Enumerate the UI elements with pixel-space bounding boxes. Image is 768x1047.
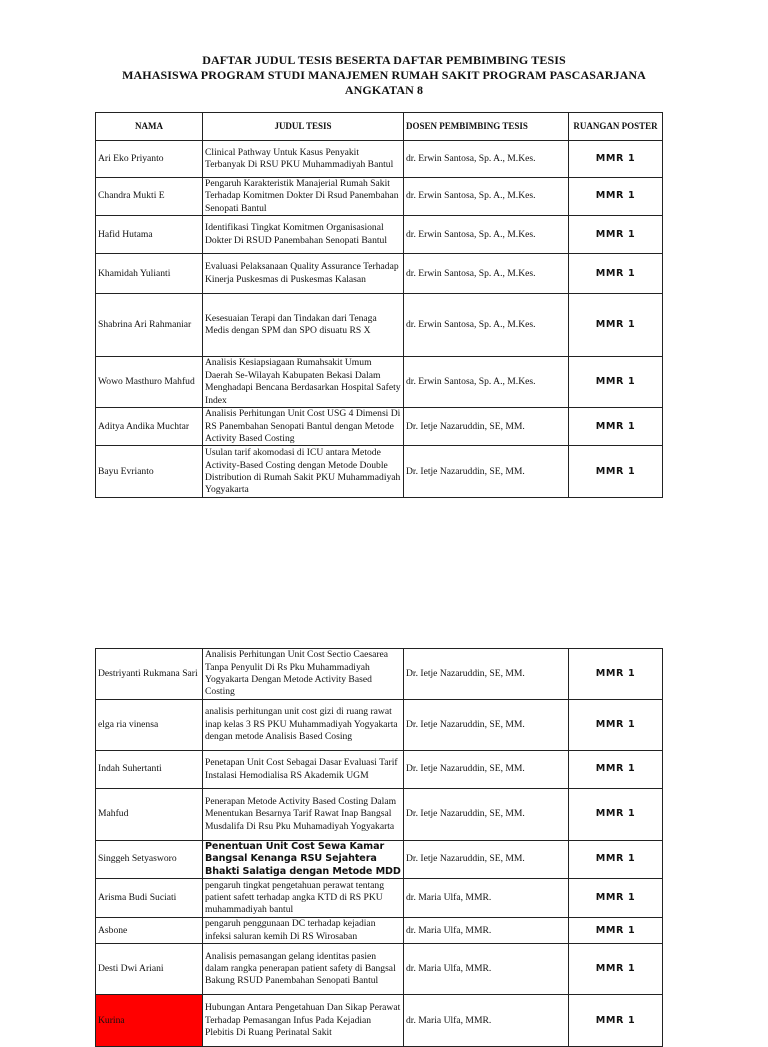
table-row <box>96 918 663 944</box>
cell-dosen: Dr. Ietje Nazaruddin, SE, MM. <box>404 789 569 841</box>
cell-ruang: MMR 1 <box>569 789 663 841</box>
cell-ruang: MMR 1 <box>569 649 663 700</box>
cell-judul: Hubungan Antara Pengetahuan Dan Sikap Perawat Terhadap Pemasangan Infus Pada Kejadian Plebitis Di Ruang Perinatal Sakit <box>203 995 404 1047</box>
cell-ruang: MMR 1 <box>569 944 663 995</box>
title-line-3: ANGKATAN 8 <box>344 83 424 97</box>
cell-dosen: dr. Erwin Santosa, Sp. A., M.Kes. <box>404 254 569 294</box>
cell-ruang: MMR 1 <box>569 879 663 918</box>
header-judul: JUDUL TESIS <box>203 113 404 141</box>
cell-nama: Aditya Andika Muchtar <box>96 408 203 446</box>
table-row <box>96 841 663 879</box>
document-title <box>0 53 768 98</box>
table-row <box>96 944 663 995</box>
cell-judul: Analisis pemasangan gelang identitas pasien dalam rangka penerapan patient safety di Bangsal Bakung RSUD Panembahan Senopati Bantul <box>203 944 404 995</box>
cell-nama: Bayu Evrianto <box>96 446 203 498</box>
table-row <box>96 446 663 498</box>
table-row <box>96 357 663 408</box>
cell-ruang: MMR 1 <box>569 751 663 789</box>
table-row <box>96 216 663 254</box>
cell-dosen: dr. Maria Ulfa, MMR. <box>404 918 569 944</box>
cell-judul: Penetapan Unit Cost Sebagai Dasar Evaluasi Tarif Instalasi Hemodialisa RS Akademik UGM <box>203 751 404 789</box>
cell-nama: Wowo Masthuro Mahfud <box>96 357 203 408</box>
table-row <box>96 294 663 357</box>
table-row <box>96 141 663 178</box>
table-row <box>96 700 663 751</box>
cell-judul: Pengaruh Karakteristik Manajerial Rumah Sakit Terhadap Komitmen Dokter Di Rsud Panembahan Senopati Bantul <box>203 178 404 216</box>
cell-nama: Khamidah Yulianti <box>96 254 203 294</box>
title-line-1: DAFTAR JUDUL TESIS BESERTA DAFTAR PEMBIMBING TESIS <box>202 53 566 67</box>
cell-ruang: MMR 1 <box>569 294 663 357</box>
cell-judul: Kesesuaian Terapi dan Tindakan dari Tenaga Medis dengan SPM dan SPO disuatu RS X <box>203 294 404 357</box>
table-row <box>96 178 663 216</box>
table-row <box>96 408 663 446</box>
cell-dosen: dr. Erwin Santosa, Sp. A., M.Kes. <box>404 294 569 357</box>
cell-nama-highlighted: Kurina <box>96 995 203 1047</box>
cell-dosen: Dr. Ietje Nazaruddin, SE, MM. <box>404 700 569 751</box>
cell-ruang: MMR 1 <box>569 254 663 294</box>
cell-nama: Singgeh Setyasworo <box>96 841 203 879</box>
cell-nama: Mahfud <box>96 789 203 841</box>
cell-nama: Hafid Hutama <box>96 216 203 254</box>
cell-dosen: dr. Erwin Santosa, Sp. A., M.Kes. <box>404 216 569 254</box>
cell-judul: Penentuan Unit Cost Sewa Kamar Bangsal Kenanga RSU Sejahtera Bhakti Salatiga dengan Metode MDD <box>203 841 404 879</box>
cell-dosen: Dr. Ietje Nazaruddin, SE, MM. <box>404 751 569 789</box>
cell-ruang: MMR 1 <box>569 408 663 446</box>
cell-ruang: MMR 1 <box>569 995 663 1047</box>
cell-dosen: dr. Maria Ulfa, MMR. <box>404 879 569 918</box>
header-dosen: DOSEN PEMBIMBING TESIS <box>404 113 569 141</box>
cell-judul: Analisis Perhitungan Unit Cost Sectio Caesarea Tanpa Penyulit Di Rs Pku Muhammadiyah Yogyakarta Dengan Metode Activity Based Costing <box>203 649 404 700</box>
cell-nama: Desti Dwi Ariani <box>96 944 203 995</box>
cell-ruang: MMR 1 <box>569 216 663 254</box>
table-row <box>96 254 663 294</box>
cell-nama: Chandra Mukti E <box>96 178 203 216</box>
cell-judul: Analisis Perhitungan Unit Cost USG 4 Dimensi Di RS Panembahan Senopati Bantul dengan Metode Activity Based Costing <box>203 408 404 446</box>
cell-ruang: MMR 1 <box>569 178 663 216</box>
cell-judul: Usulan tarif akomodasi di ICU antara Metode Activity-Based Costing dengan Metode Double Distribution di Rumah Sakit PKU Muhammadiyah Yogyakarta <box>203 446 404 498</box>
header-nama: NAMA <box>96 113 203 141</box>
cell-ruang: MMR 1 <box>569 841 663 879</box>
cell-dosen: dr. Erwin Santosa, Sp. A., M.Kes. <box>404 357 569 408</box>
cell-nama: elga ria vinensa <box>96 700 203 751</box>
table-row <box>96 789 663 841</box>
title-line-2: MAHASISWA PROGRAM STUDI MANAJEMEN RUMAH SAKIT PROGRAM PASCASARJANA <box>122 68 646 82</box>
cell-dosen: Dr. Ietje Nazaruddin, SE, MM. <box>404 408 569 446</box>
cell-judul: analisis perhitungan unit cost gizi di ruang rawat inap kelas 3 RS PKU Muhammadiyah Yogyakarta dengan metode Analisis Based Cosing <box>203 700 404 751</box>
cell-dosen: dr. Erwin Santosa, Sp. A., M.Kes. <box>404 141 569 178</box>
thesis-table-bottom <box>95 648 663 1047</box>
table-row <box>96 649 663 700</box>
cell-dosen: Dr. Ietje Nazaruddin, SE, MM. <box>404 446 569 498</box>
cell-nama: Indah Suhertanti <box>96 751 203 789</box>
thesis-table-top <box>95 112 663 498</box>
cell-nama: Shabrina Ari Rahmaniar <box>96 294 203 357</box>
cell-nama: Destriyanti Rukmana Sari <box>96 649 203 700</box>
cell-judul: Penerapan Metode Activity Based Costing Dalam Menentukan Besarnya Tarif Rawat Inap Bangsal Musdalifa Di Rsu Pku Muhamadiyah Yogyakarta <box>203 789 404 841</box>
table-row <box>96 879 663 918</box>
header-ruangan: RUANGAN POSTER <box>569 113 663 141</box>
table-row <box>96 995 663 1047</box>
cell-dosen: Dr. Ietje Nazaruddin, SE, MM. <box>404 649 569 700</box>
table-row <box>96 751 663 789</box>
cell-judul: pengaruh tingkat pengetahuan perawat tentang patient safett terhadap angka KTD di RS PKU muhammadiyah bantul <box>203 879 404 918</box>
cell-dosen: dr. Erwin Santosa, Sp. A., M.Kes. <box>404 178 569 216</box>
cell-dosen: dr. Maria Ulfa, MMR. <box>404 995 569 1047</box>
cell-dosen: dr. Maria Ulfa, MMR. <box>404 944 569 995</box>
cell-ruang: MMR 1 <box>569 357 663 408</box>
cell-nama: Arisma Budi Suciati <box>96 879 203 918</box>
cell-ruang: MMR 1 <box>569 141 663 178</box>
cell-judul: Identifikasi Tingkat Komitmen Organisasional Dokter Di RSUD Panembahan Senopati Bantul <box>203 216 404 254</box>
cell-ruang: MMR 1 <box>569 700 663 751</box>
header-row <box>96 113 663 141</box>
cell-judul: pengaruh penggunaan DC terhadap kejadian infeksi saluran kemih Di RS Wirosaban <box>203 918 404 944</box>
cell-ruang: MMR 1 <box>569 918 663 944</box>
cell-ruang: MMR 1 <box>569 446 663 498</box>
cell-judul: Evaluasi Pelaksanaan Quality Assurance Terhadap Kinerja Puskesmas di Puskesmas Kalasan <box>203 254 404 294</box>
cell-dosen: Dr. Ietje Nazaruddin, SE, MM. <box>404 841 569 879</box>
cell-nama: Asbone <box>96 918 203 944</box>
cell-judul: Clinical Pathway Untuk Kasus Penyakit Terbanyak Di RSU PKU Muhammadiyah Bantul <box>203 141 404 178</box>
cell-judul: Analisis Kesiapsiagaan Rumahsakit Umum Daerah Se-Wilayah Kabupaten Bekasi Dalam Menghadapi Bencana Berdasarkan Hospital Safety Index <box>203 357 404 408</box>
cell-nama: Ari Eko Priyanto <box>96 141 203 178</box>
